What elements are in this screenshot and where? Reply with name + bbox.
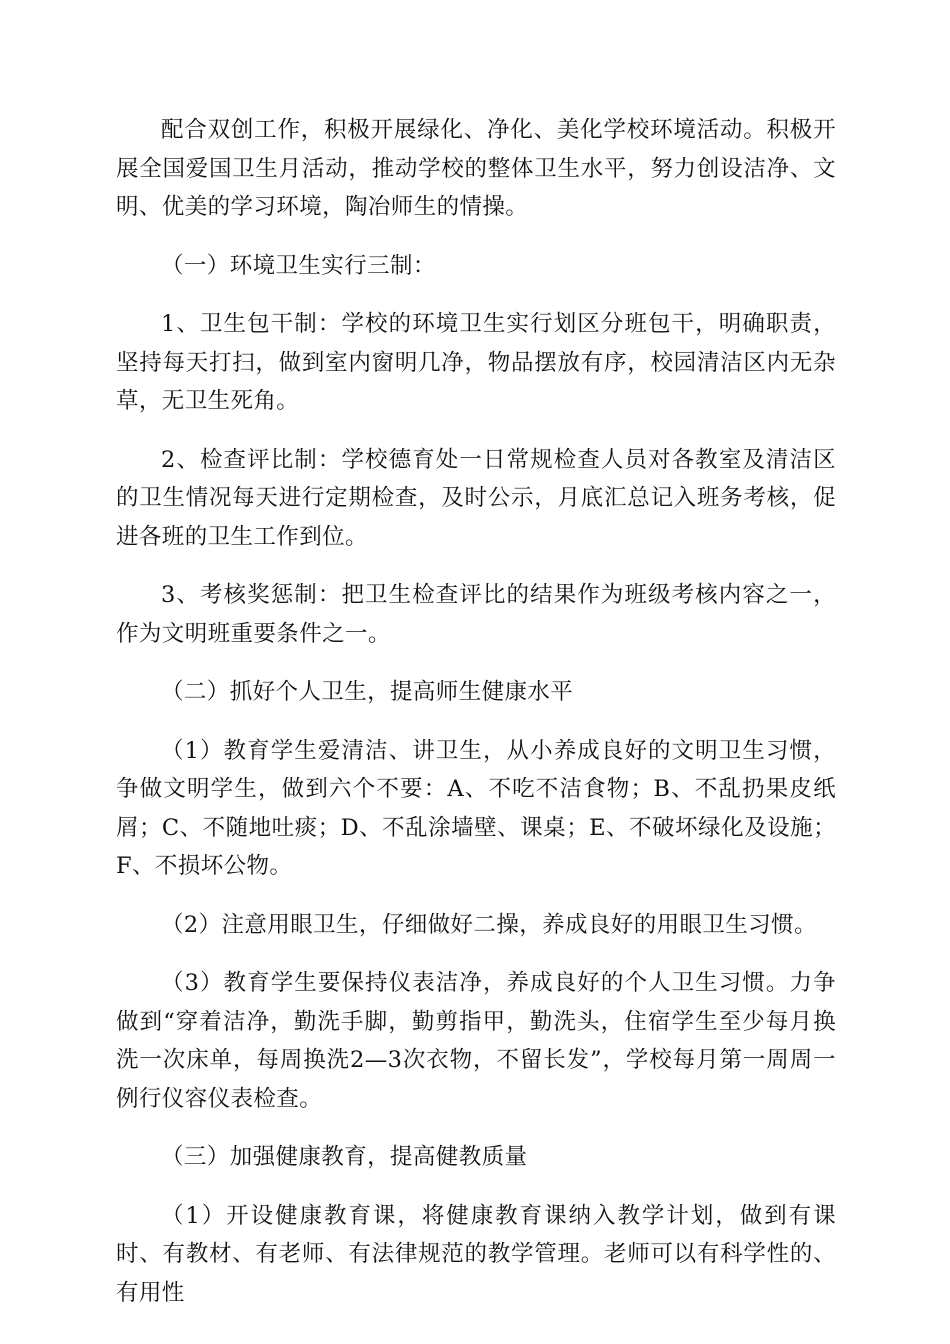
education-paragraph-1: （1）开设健康教育课，将健康教育课纳入教学计划，做到有课时、有教材、有老师、有法律规范的教学管理。老师可以有科学性的、有用性 <box>116 1202 836 1306</box>
section-heading-personal-hygiene: （二）抓好个人卫生，提高师生健康水平 <box>161 679 574 705</box>
hygiene-paragraph-1: （1）教育学生爱清洁、讲卫生，从小养成良好的文明卫生习惯，争做文明学生，做到六个不要：A、不吃不洁食物；B、不乱扔果皮纸屑；C、不随地吐痰；D、不乱涂墙壁、课桌；E、不破坏绿化及设施；F、不损坏公物。 <box>116 737 836 879</box>
item-paragraph-3: 3、考核奖惩制：把卫生检查评比的结果作为班级考核内容之一，作为文明班重要条件之一。 <box>116 582 836 647</box>
document-body <box>116 111 836 1332</box>
intro-paragraph: 配合双创工作，积极开展绿化、净化、美化学校环境活动。积极开展全国爱国卫生月活动，推动学校的整体卫生水平，努力创设洁净、文明、优美的学习环境，陶冶师生的情操。 <box>116 117 836 220</box>
section-heading-environment: （一）环境卫生实行三制： <box>161 252 436 279</box>
item-paragraph-2: 2、检查评比制：学校德育处一日常规检查人员对各教室及清洁区的卫生情况每天进行定期检查，及时公示，月底汇总记入班务考核，促进各班的卫生工作到位。 <box>116 446 836 550</box>
item-paragraph-1: 1、卫生包干制：学校的环境卫生实行划区分班包干，明确职责，坚持每天打扫，做到室内窗明几净，物品摆放有序，校园清洁区内无杂草，无卫生死角。 <box>116 311 836 414</box>
hygiene-paragraph-3: （3）教育学生要保持仪表洁净，养成良好的个人卫生习惯。力争做到“穿着洁净，勤洗手脚，勤剪指甲，勤洗头，住宿学生至少每月换洗一次床单，每周换洗2—3次衣物，不留长发”，学校每月第一周周一例行仪容仪表检查。 <box>116 970 836 1112</box>
section-heading-health-education: （三）加强健康教育，提高健教质量 <box>161 1144 528 1170</box>
hygiene-paragraph-2: （2）注意用眼卫生，仔细做好二操，养成良好的用眼卫生习惯。 <box>161 911 817 938</box>
